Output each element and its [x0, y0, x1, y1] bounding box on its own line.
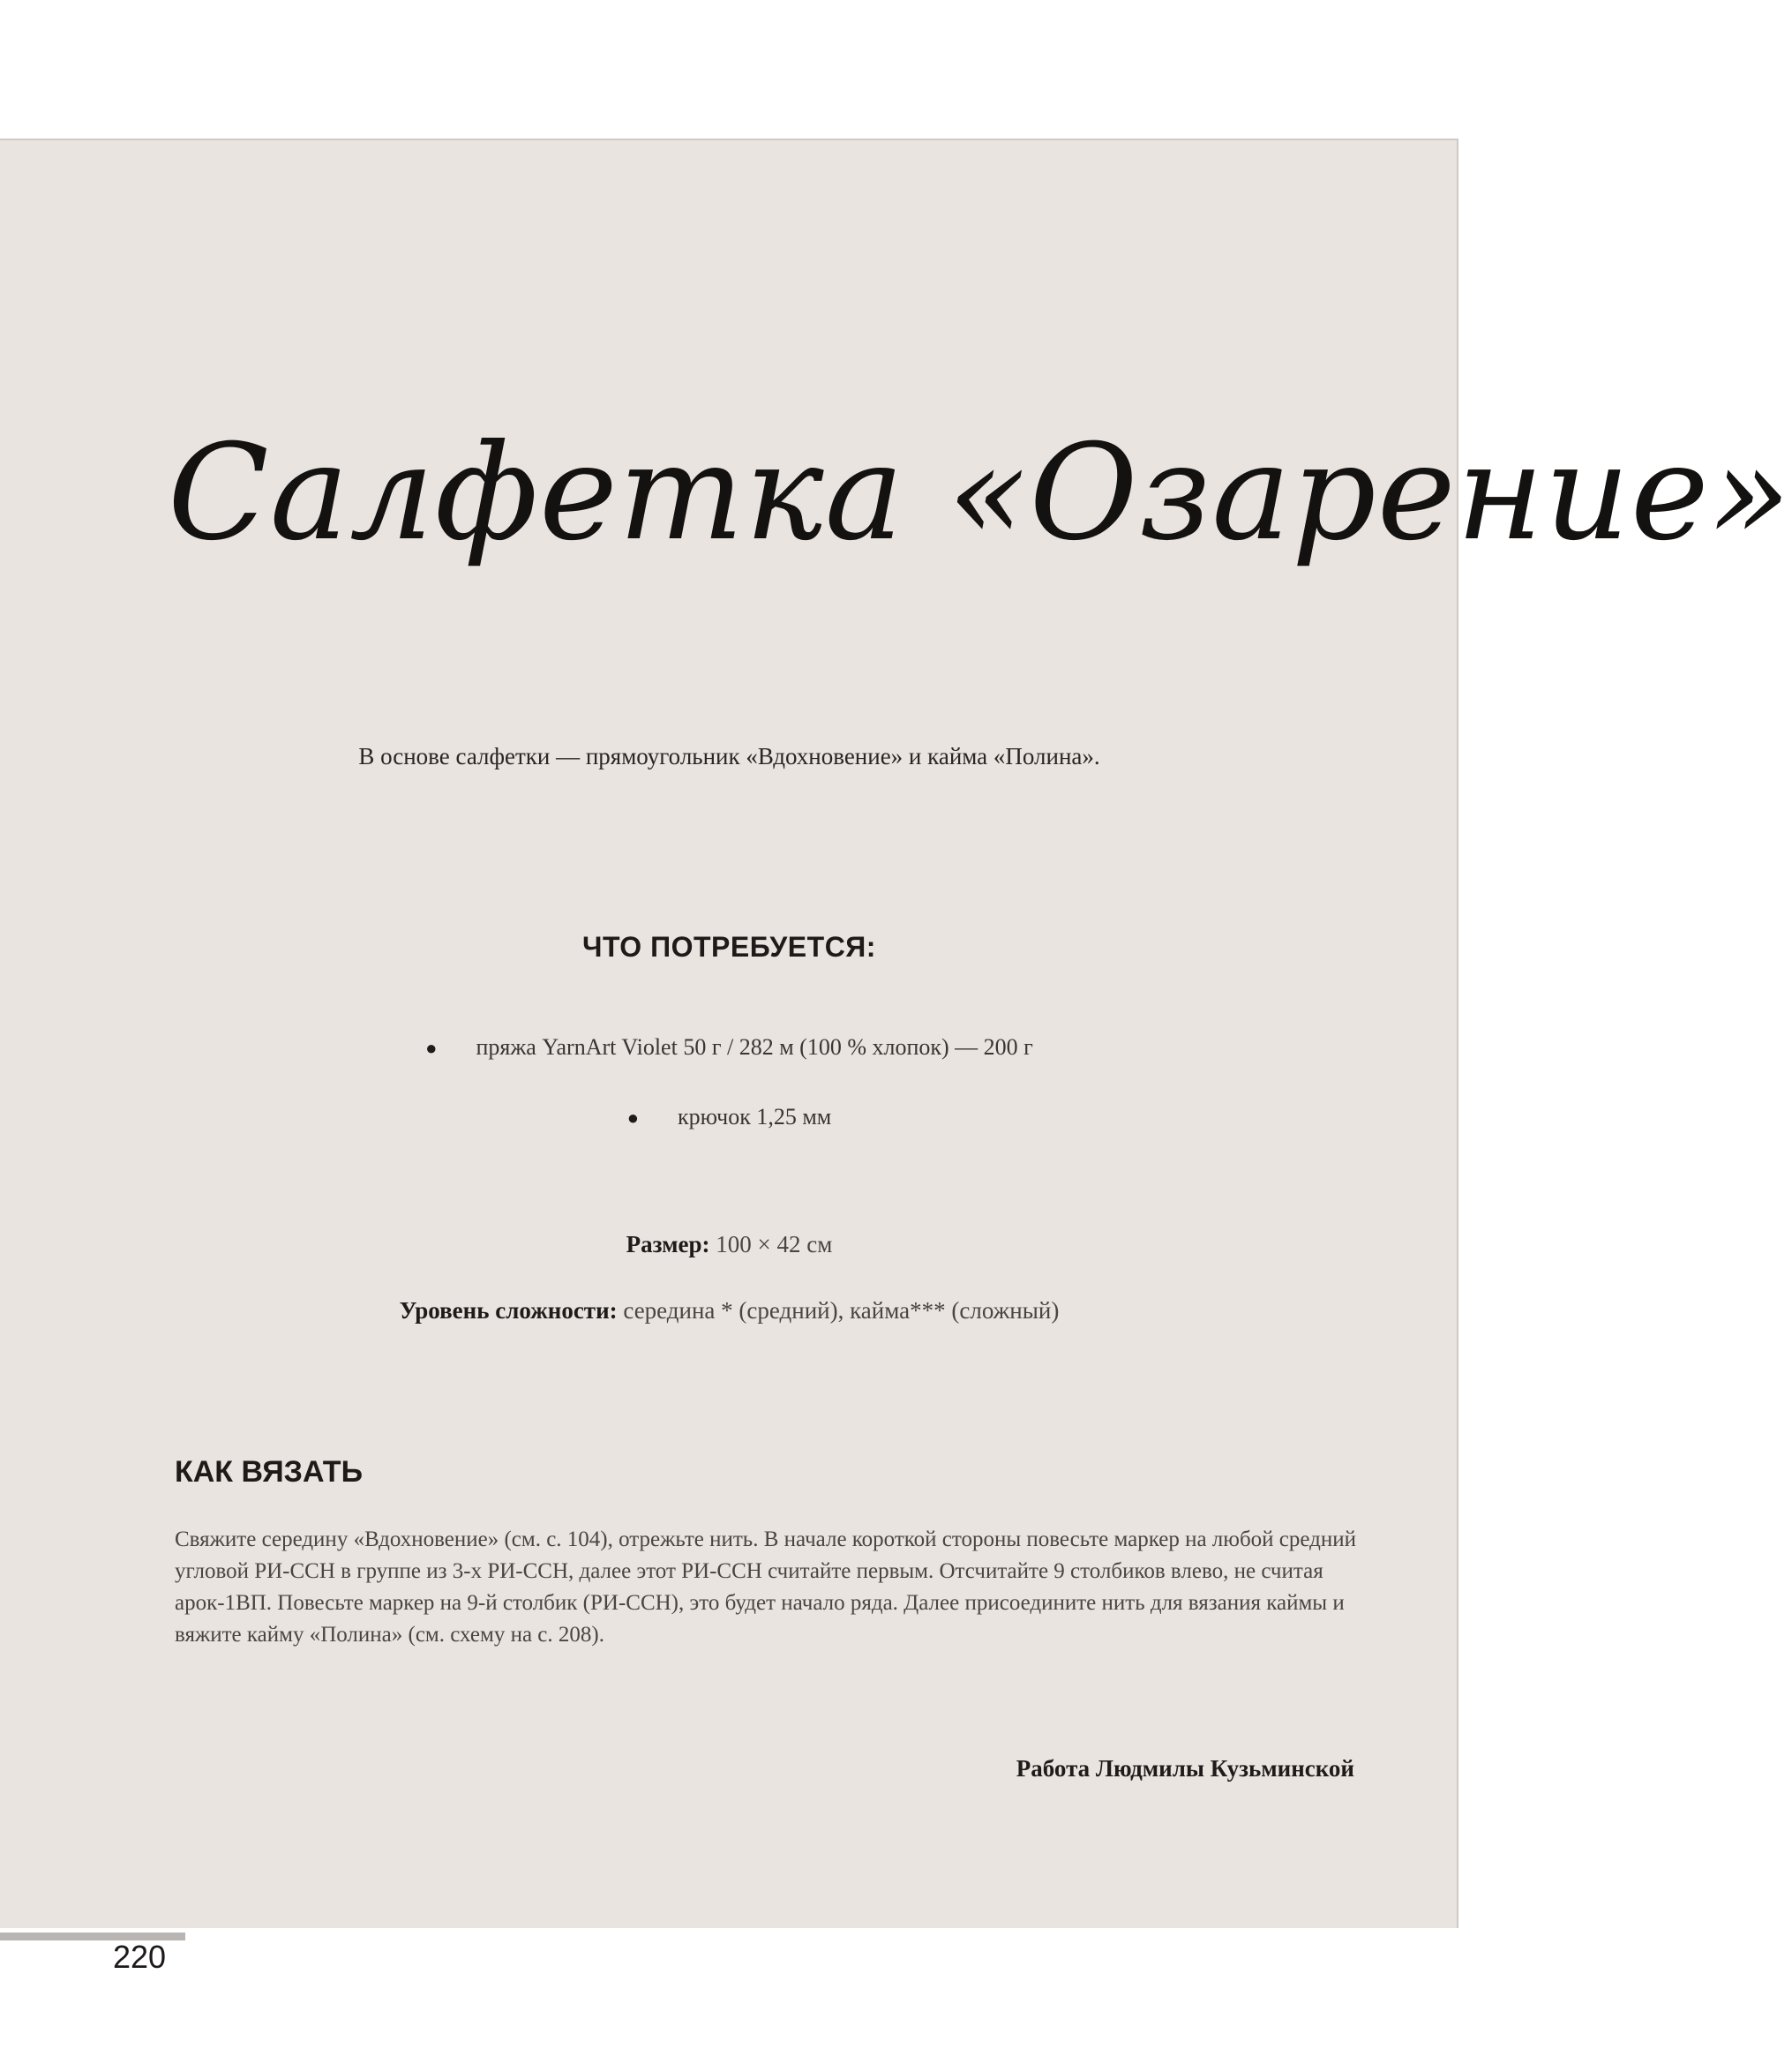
difficulty-value: середина * (средний), кайма*** (сложный)	[623, 1297, 1060, 1324]
material-yarn: пряжа YarnArt Violet 50 г / 282 м (100 % хлопок) — 200 г	[476, 1034, 1033, 1060]
bullet-icon: ●	[425, 1037, 438, 1059]
author-credit: Работа Людмилы Кузьминской	[1016, 1755, 1354, 1782]
material-hook: крючок 1,25 мм	[678, 1104, 832, 1130]
page-number: 220	[113, 1939, 167, 1975]
subtitle: В основе салфетки — прямоугольник «Вдохновение» и кайма «Полина».	[358, 743, 1100, 769]
materials-list	[0, 1032, 1458, 1171]
size-value: 100 × 42 см	[716, 1231, 833, 1257]
instructions-body: Свяжите середину «Вдохновение» (см. с. 104), отрежьте нить. В начале короткой стороны повесьте маркер на любой средний угловой РИ-ССН в группе из 3-х РИ-ССН, далее этот РИ-ССН считайте первым. Отсчитайте 9 столбиков влево, не считая арок-1ВП. Повесьте маркер на 9-й столбик (РИ-ССН), это будет начало ряда. Далее присоедините нить для вязания каймы и вяжите кайму «Полина» (см. схему на с. 208).	[175, 1527, 1357, 1647]
page	[0, 139, 1792, 1975]
size-label: Размер:	[626, 1231, 710, 1257]
list-item	[0, 1101, 1458, 1134]
page-title: Салфетка «Озарение»	[168, 417, 1792, 570]
instructions-heading: КАК ВЯЗАТЬ	[175, 1455, 364, 1489]
materials-heading: ЧТО ПОТРЕБУЕТСЯ:	[582, 931, 876, 963]
difficulty-spec	[0, 1294, 1458, 1327]
bullet-icon: ●	[626, 1107, 640, 1129]
size-spec	[0, 1227, 1458, 1261]
list-item	[0, 1032, 1458, 1064]
difficulty-label: Уровень сложности:	[399, 1297, 618, 1324]
